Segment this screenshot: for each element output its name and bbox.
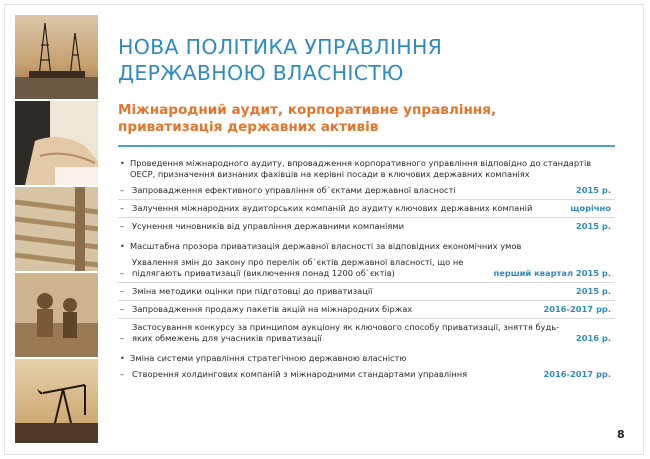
dash-icon: – [120,369,125,379]
content-list [118,158,615,389]
sub-item-text: Запровадження продажу пакетів акцій на міжнародних біржах [132,304,413,314]
bullet-text: Проведення міжнародного аудиту, впровадження корпоративного управління відповідно до стандартів ОЕСР, призначення визнаних фахівців на керівні посади в ключових державних компаніях [130,158,592,179]
sub-item-text: Усунення чиновників від управління державними компаніями [132,221,404,231]
group-audit [118,158,615,235]
dash-icon: – [120,203,125,213]
bullet-item [118,241,615,252]
sub-item [118,366,615,383]
bullet-text: Зміна системи управління стратегічною державною власністю [130,353,407,363]
sub-item-year: перший квартал 2015 р. [493,268,611,278]
bullet-dot-icon: • [120,242,125,251]
bullet-item [118,353,615,364]
sub-item-text: Застосування конкурсу за принципом аукціону як ключового способу приватизації, зняття будь-яких обмежень для учасників приватизації [132,322,560,343]
sub-item [118,254,615,283]
subtitle-line-2: приватизація державних активів [118,119,379,135]
subtitle-line-1: Міжнародний аудит, корпоративне управління, [118,102,497,118]
page-title [118,34,538,86]
group-strategic [118,353,615,383]
oil-pumpjack-photo [15,359,98,443]
sub-item-text: Запровадження ефективного управління об`єктами державної власності [132,185,456,195]
sub-item-text: Зміна методики оцінки при підготовці до приватизації [132,286,373,296]
sub-item-text: Створення холдингових компаній з міжнародними стандартами управління [132,369,468,379]
divider [118,145,615,147]
sub-item [118,301,615,319]
dash-icon: – [120,268,125,278]
page-number: 8 [617,428,625,441]
title-line-2: ДЕРЖАВНОЮ ВЛАСНІСТЮ [118,61,404,85]
sub-item-year: щорічно [570,203,611,213]
dash-icon: – [120,333,125,343]
sub-item-year: 2015 р. [575,221,611,231]
dash-icon: – [120,286,125,296]
sub-item-year: 2015 р. [575,286,611,296]
sub-item [118,319,615,347]
photo-strip [15,15,98,443]
bullet-dot-icon: • [120,354,125,363]
sub-item [118,182,615,200]
title-line-1: НОВА ПОЛІТИКА УПРАВЛІННЯ [118,35,443,59]
dash-icon: – [120,185,125,195]
page-subtitle [118,102,538,136]
sub-item [118,200,615,218]
workers-photo [15,273,98,357]
bullet-dot-icon: • [120,159,125,168]
sub-item-text: Ухвалення змін до закону про перелік об`єктів державної власності, що не підлягають приватизації (виключення понад 1200 об`єктів) [132,257,464,278]
business-hands-photo [15,101,98,185]
sub-item-year: 2015 р. [575,185,611,195]
oil-rig-photo [15,15,98,99]
sub-item-year: 2016 р. [575,333,611,343]
sub-item [118,283,615,301]
group-privatization [118,241,615,347]
sub-item [118,218,615,235]
dash-icon: – [120,304,125,314]
sub-item-year: 2016-2017 рр. [543,304,611,314]
bullet-item [118,158,615,180]
dash-icon: – [120,221,125,231]
bullet-text: Масштабна прозора приватизація державної власності за відповідних економічних умов [130,241,522,251]
sub-item-text: Залучення міжнародних аудиторських компаній до аудиту ключових державних компаній [132,203,533,213]
sub-item-year: 2016-2017 рр. [543,369,611,379]
industrial-pipes-photo [15,187,98,271]
